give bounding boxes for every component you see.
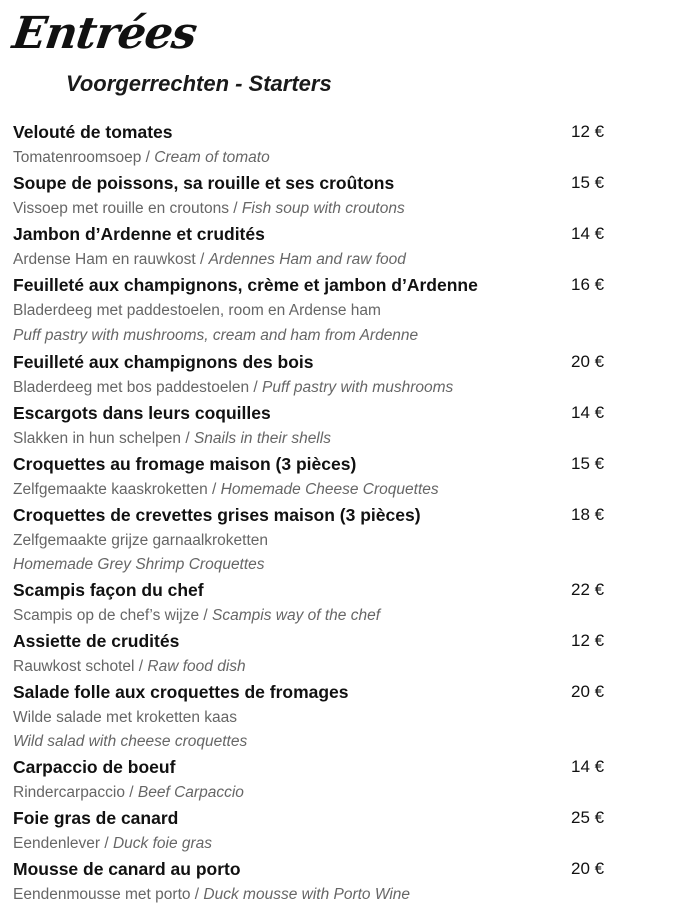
item-price: 25 € <box>571 808 605 827</box>
item-description-en: Beef Carpaccio <box>137 784 244 801</box>
menu-item <box>13 805 613 856</box>
item-price: 14 € <box>571 224 605 243</box>
menu-item <box>13 502 613 577</box>
item-description: Ardense Ham en rauwkost / Ardennes Ham and raw food <box>13 251 406 268</box>
item-name: Foie gras de canard <box>13 808 179 828</box>
item-description: Bladerdeeg met bos paddestoelen / Puff pastry with mushrooms <box>13 379 454 396</box>
item-price: 14 € <box>571 403 605 422</box>
item-name: Velouté de tomates <box>13 122 173 142</box>
menu-item <box>13 628 613 679</box>
page-title: Entrées <box>9 8 200 59</box>
item-name: Croquettes au fromage maison (3 pièces) <box>13 454 357 474</box>
item-description-en: Homemade Cheese Croquettes <box>220 481 439 498</box>
item-description-nl: Slakken in hun schelpen <box>13 430 182 447</box>
item-description: Rauwkost schotel / Raw food dish <box>13 658 246 675</box>
item-description-nl: Eendenlever <box>13 835 101 852</box>
item-description-nl: Ardense Ham en rauwkost <box>13 251 196 268</box>
item-name: Assiette de crudités <box>13 631 180 651</box>
item-description <box>13 298 613 323</box>
item-description: Eendenlever / Duck foie gras <box>13 835 213 852</box>
item-name: Feuilleté aux champignons des bois <box>13 352 314 372</box>
item-description-en: Puff pastry with mushrooms, cream and ham from Ardenne <box>13 327 419 344</box>
item-price: 12 € <box>571 631 605 650</box>
item-price: 20 € <box>571 352 605 371</box>
item-price: 18 € <box>571 505 605 524</box>
item-description-en: Ardennes Ham and raw food <box>208 251 406 268</box>
item-description-nl: Eendenmousse met porto <box>13 886 191 903</box>
page-subtitle: Voorgerrechten - Starters <box>66 71 332 96</box>
item-description: Tomatenroomsoep / Cream of tomato <box>13 149 270 166</box>
item-description-nl: Zelfgemaakte kaaskroketten <box>13 481 208 498</box>
item-name: Scampis façon du chef <box>13 580 204 600</box>
item-price: 22 € <box>571 580 605 599</box>
item-description-en: Scampis way of the chef <box>212 607 381 624</box>
item-description-en: Cream of tomato <box>154 149 270 166</box>
item-name: Escargots dans leurs coquilles <box>13 403 271 423</box>
menu-item <box>13 754 613 805</box>
item-description <box>13 705 613 730</box>
item-description: Scampis op de chef’s wijze / Scampis way of the chef <box>13 607 381 624</box>
item-price: 12 € <box>571 122 605 141</box>
item-name: Soupe de poissons, sa rouille et ses croûtons <box>13 173 395 193</box>
item-description-en: Snails in their shells <box>193 430 331 447</box>
item-description-en: Wild salad with cheese croquettes <box>13 733 248 750</box>
item-price: 20 € <box>571 682 605 701</box>
item-description-en: Duck mousse with Porto Wine <box>203 886 411 903</box>
item-price: 20 € <box>571 859 605 878</box>
item-description-en: Duck foie gras <box>112 835 213 852</box>
item-description: Slakken in hun schelpen / Snails in their shells <box>13 430 331 447</box>
item-price: 15 € <box>571 454 605 473</box>
item-description: Vissoep met rouille en croutons / Fish soup with croutons <box>13 200 405 217</box>
item-description-en: Homemade Grey Shrimp Croquettes <box>13 556 265 573</box>
menu-item <box>13 679 613 754</box>
menu-item <box>13 170 613 221</box>
item-description: Eendenmousse met porto / Duck mousse with Porto Wine <box>13 886 411 903</box>
menu-item <box>13 577 613 628</box>
menu-item <box>13 451 613 502</box>
item-price: 16 € <box>571 275 605 294</box>
item-name: Salade folle aux croquettes de fromages <box>13 682 349 702</box>
menu-item <box>13 119 613 170</box>
item-description: Zelfgemaakte kaaskroketten / Homemade Cheese Croquettes <box>13 481 439 498</box>
starters-list <box>13 119 613 907</box>
item-price: 15 € <box>571 173 605 192</box>
item-description-nl: Scampis op de chef’s wijze <box>13 607 200 624</box>
item-description: Rindercarpaccio / Beef Carpaccio <box>13 784 244 801</box>
menu-item <box>13 400 613 451</box>
item-name: Mousse de canard au porto <box>13 859 241 879</box>
item-description-en: Puff pastry with mushrooms <box>262 379 454 396</box>
item-name: Croquettes de crevettes grises maison (3 pièces) <box>13 505 421 525</box>
item-price: 14 € <box>571 757 605 776</box>
menu-item <box>13 856 613 907</box>
item-description-nl: Rauwkost schotel <box>13 658 135 675</box>
item-description-nl: Vissoep met rouille en croutons <box>13 200 229 217</box>
item-description-nl: Rindercarpaccio <box>13 784 125 801</box>
item-description-nl: Zelfgemaakte grijze garnaalkroketten <box>13 532 269 549</box>
item-description-nl: Wilde salade met kroketten kaas <box>13 709 237 726</box>
item-name: Jambon d’Ardenne et crudités <box>13 224 265 244</box>
menu-item <box>13 349 613 400</box>
item-description-nl: Bladerdeeg met bos paddestoelen <box>13 379 250 396</box>
item-description-en: Fish soup with croutons <box>241 200 405 217</box>
item-description-nl: Tomatenroomsoep <box>13 149 142 166</box>
item-description-nl: Bladerdeeg met paddestoelen, room en Ardense ham <box>13 302 381 319</box>
item-description-en: Raw food dish <box>147 658 246 675</box>
item-name: Carpaccio de boeuf <box>13 757 176 777</box>
item-description <box>13 528 613 553</box>
item-name: Feuilleté aux champignons, crème et jambon d’Ardenne <box>13 275 478 295</box>
menu-item <box>13 221 613 272</box>
menu-item <box>13 272 613 349</box>
